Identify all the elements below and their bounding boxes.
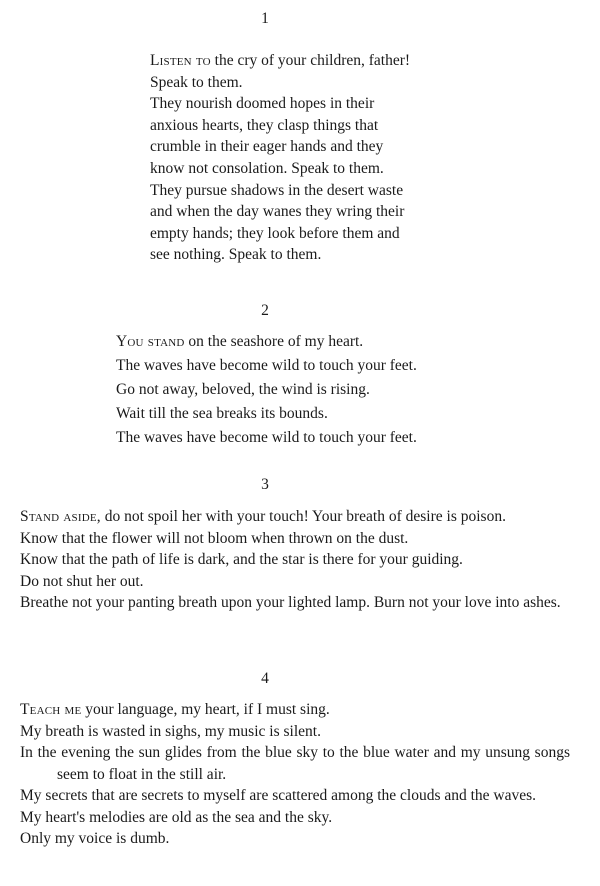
poem-lead: Stand aside,	[20, 508, 101, 525]
poem-3	[20, 506, 570, 614]
poem-number: 1	[261, 10, 269, 27]
poem-line: the cry of your children, father!	[210, 52, 411, 69]
poem-lead: Listen to	[150, 52, 211, 69]
poem-lead: Teach me	[20, 701, 82, 718]
poem-line: see nothing. Speak to them.	[150, 246, 322, 264]
poem-line: Do not shut her out.	[20, 572, 144, 590]
poem-line: In the evening the sun glides from the blue sky to the blue water and my unsung songs seem to float in the still air.	[20, 744, 570, 783]
poem-number: 2	[261, 302, 269, 319]
poem-number: 3	[261, 476, 269, 493]
poem-line: Speak to them.	[150, 73, 243, 91]
poem-line: They nourish doomed hopes in their	[150, 95, 375, 113]
poem-line: Go not away, beloved, the wind is rising.	[116, 381, 370, 398]
poem-line: My heart's melodies are old as the sea and the sky.	[20, 808, 333, 826]
poem-2	[116, 330, 496, 450]
poem-line: Only my voice is dumb.	[20, 830, 170, 847]
poem-number: 4	[261, 670, 269, 687]
poem-line: They pursue shadows in the desert waste	[150, 181, 404, 199]
poem-line: Know that the path of life is dark, and the star is there for your guiding.	[20, 551, 463, 569]
poem-1	[150, 50, 480, 266]
poem-line: anxious hearts, they clasp things that	[150, 116, 379, 134]
poem-line: know not consolation. Speak to them.	[150, 159, 384, 177]
poem-line: Know that the flower will not bloom when thrown on the dust.	[20, 529, 409, 547]
poem-line: do not spoil her with your touch! Your breath of desire is poison.	[100, 508, 506, 525]
poem-line: The waves have become wild to touch your feet.	[116, 429, 417, 446]
poem-line: The waves have become wild to touch your feet.	[116, 357, 417, 374]
poem-line: My breath is wasted in sighs, my music is silent.	[20, 722, 321, 740]
poem-line: Wait till the sea breaks its bounds.	[116, 405, 328, 422]
poem-line: empty hands; they look before them and	[150, 224, 400, 242]
poem-line: your language, my heart, if I must sing.	[81, 701, 330, 718]
poem-line: Breathe not your panting breath upon your lighted lamp. Burn not your love into ashes.	[20, 594, 561, 612]
poem-line: and when the day wanes they wring their	[150, 203, 405, 221]
poem-line: on the seashore of my heart.	[184, 333, 364, 350]
poem-4	[20, 699, 570, 850]
poem-line: crumble in their eager hands and they	[150, 138, 384, 156]
poem-lead: You stand	[116, 333, 185, 350]
poem-line: My secrets that are secrets to myself are scattered among the clouds and the waves.	[20, 787, 537, 804]
